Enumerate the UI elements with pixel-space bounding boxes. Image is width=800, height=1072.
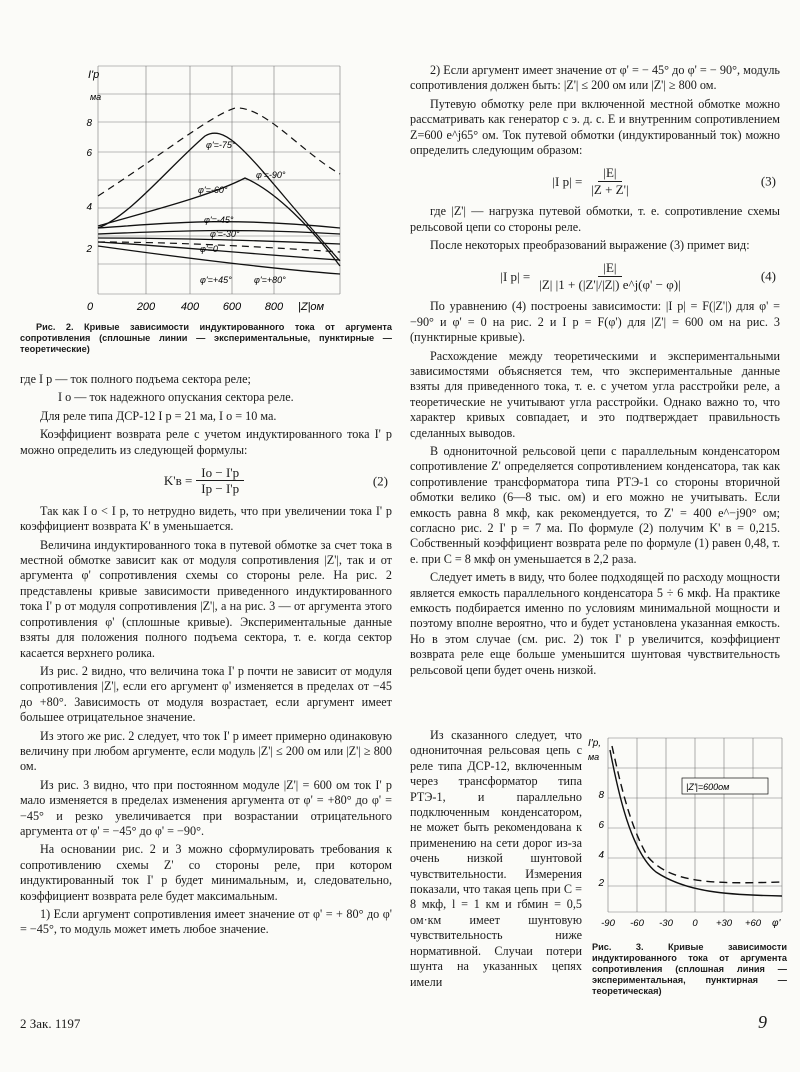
paragraph: Следует иметь в виду, что более подходящей по расходу мощности является емкость параллельного конденсатора 5 ÷ 6 мкф. На практике емкость подбирается именно по условиям минимальной мощности и поэтому вполне вероятно, что и будет установлена указанная емкость. Но в этом случае (см. рис. 2) ток I' р увеличится, коэффициент возврата реле еще больше уменьшится шунтовая чувствительность рельсовой цепи будет очень низкой. [410,570,780,677]
fig2-curve-label: φ'=-45° [204,215,234,225]
fig3-y-ticks [597,790,604,889]
equation-number: (4) [760,268,776,284]
fig3-curve-theoretical [612,746,782,883]
right-column [410,63,780,681]
equation-2 [20,465,392,497]
figure-3-chart [586,732,786,938]
paragraph: 1) Если аргумент сопротивления имеет значение от φ' = + 80° до φ' = −45°, то модуль может иметь любое значение. [20,907,392,937]
fig3-x-tick: 0 [692,918,698,929]
fig3-x-tick: -30 [659,918,673,929]
fig3-y-tick: 6 [598,820,604,831]
numerator: |E| [598,260,621,276]
numerator: Iо − I'р [196,465,244,481]
equation-lhs: K'в = [163,473,193,489]
paragraph: Для реле типа ДСР-12 I р = 21 ма, I о = 10 ма. [40,408,277,423]
fig2-x-tick: 400 [180,301,200,313]
fig3-legend: |Z'|=600ом [686,782,730,792]
fig2-curve-label: φ'=0 [200,244,218,254]
fraction [586,165,633,197]
equation-4 [410,260,780,292]
fig2-y-tick: 8 [86,118,92,129]
equation-number: (2) [372,473,388,489]
fig3-grid [608,738,782,912]
right-wrap-column [410,728,582,993]
fig3-y-label: I'р, [588,738,602,749]
fig3-x-tick: +60 [744,918,762,929]
fig3-y-tick: 2 [598,878,604,889]
paragraph: где |Z'| — нагрузка путевой обмотки, т. е. сопротивление схемы рельсовой цепи со стороны реле. [410,204,780,234]
fig2-y-label: I'р [88,69,100,81]
fig2-grid [98,66,340,294]
equation-number: (3) [760,173,776,189]
fig2-y-tick: 4 [86,202,92,213]
fig2-x-tick: 200 [136,301,156,313]
fig2-curve-labels [198,140,286,285]
equation-lhs: |I р| = [500,268,531,284]
paragraph: Из этого же рис. 2 следует, что ток I' р имеет примерно одинаковую величину при любом аргументе, если модуль |Z'| ≤ 200 ом или |Z'| ≥ 800 ом. [20,728,392,774]
denominator: |Z + Z'| [591,181,629,197]
fig2-curve-label: φ'=+80° [254,275,286,285]
paragraph: Величина индуктированного тока в путевой обмотке за счет тока в местной обмотке зависит как от модуля сопротивления |Z'|, так и от аргумента φ' сопротивления схемы со стороны реле. На рис. 2 представлены кривые зависимости приведенного индуктированного тока I' р от модуля сопротивления |Z'|, а на рис. 3 — от аргумента этого сопротивления φ' (сплошные кривые). Экспериментальные данные взяты для положения полного подъема сектора, т. е. когда сектор касается верхнего ролика. [20,537,392,660]
left-column [20,372,392,941]
paragraph: Из рис. 3 видно, что при постоянном модуле |Z'| = 600 ом ток I' р мало изменяется в пределах изменения аргумента от φ' = +80° до φ' = −45° и резко увеличивается при возрастании отрицательного аргумента от φ' = −45° до φ' = −90°. [20,777,392,838]
numerator: |E| [598,165,621,181]
figure-2-chart [40,56,370,318]
fig2-x-ticks [87,301,284,313]
fig3-curve-experimental [610,750,782,896]
fig2-curves [98,133,340,274]
paragraph: Путевую обмотку реле при включенной местной обмотке можно рассматривать как генератор с э. д. с. E и внутренним сопротивлением Z=600 e^j65° ом. Ток путевой обмотки (индуктированный ток) можно определить следующим образом: [410,96,780,158]
fig2-x-tick: 600 [222,301,242,313]
paragraph: После некоторых преобразований выражение (3) примет вид: [430,238,750,253]
fig3-y-tick: 8 [598,790,604,801]
fig3-x-ticks [601,918,762,929]
denominator: Iр − I'р [201,481,240,497]
paragraph: где I р — ток полного подъема сектора реле; [20,372,251,386]
fig2-curve-label: φ'=+45° [200,275,232,285]
fig2-curve-label: φ'=-75° [206,140,236,150]
fig2-y-ticks [85,118,92,255]
fraction [196,465,244,497]
fig3-x-tick: +30 [715,918,733,929]
fig2-x-label: |Z|ом [298,301,325,313]
fig2-curve-label: φ'=-90° [256,170,286,180]
fig3-y-unit: ма [588,752,600,762]
fig3-y-tick: 4 [598,850,604,861]
fraction [534,260,685,292]
fig2-y-tick: 2 [86,244,92,255]
paragraph: 2) Если аргумент имеет значение от φ' = − 45° до φ' = − 90°, модуль сопротивления должен быть: |Z'| ≤ 200 ом или |Z'| ≥ 800 ом. [410,63,780,93]
paragraph: Коэффициент возврата реле с учетом индуктированного тока I' р можно определить из следующей формулы: [20,427,392,457]
figure-2-caption: Рис. 2. Кривые зависимости индуктированного тока от аргумента сопротивления (сплошные линии — экспериментальные, пунктирные — теоретические) [20,322,392,354]
fig3-x-tick: -60 [630,918,644,929]
fig2-y-unit: ма [90,92,102,102]
paragraph: I о — ток надежного опускания сектора реле. [58,390,294,405]
paragraph: Расхождение между теоретическими и экспериментальными зависимостями объясняется тем, что экспериментальные данные взяты для приведенного тока, т. е. с учетом угла расстройки реле, а теоретические не учитывают угла расстройки. Однако важно то, что характер кривых совпадает, и это подтверждает правильность сделанных выводов. [410,348,780,440]
paragraph: Из сказанного следует, что однониточная рельсовая цепь с реле типа ДСР-12, включенным через трансформатор типа РТЭ-1, и параллельно подключенным конденсатором, не может быть рекомендована к применению на сети дорог из-за очень низкой шунтовой чувствительности. Измерения показали, что такая цепь при C = 8 мкф, l = 1 км и rбмин = 0,5 ом·км имеет шунтовую чувствительность ниже нормативной. Случаи потери шунта на указанных цепях имели [410,728,582,989]
page-number: 9 [758,1012,767,1032]
footer-order-number: 2 Зак. 1197 [20,1016,81,1031]
fig2-curve-label: φ'=-30° [210,229,240,239]
fig3-x-label: φ' [772,918,781,929]
paragraph: На основании рис. 2 и 3 можно сформулировать требования к сопротивлению схемы Z' со стороны реле, при котором индуктированный ток I' р будет минимальным, и, следовательно, коэффициент возврата реле будет максимальным. [20,842,392,903]
paragraph: В однониточной рельсовой цепи с параллельным конденсатором сопротивление Z' определяется сопротивлением конденсатора, так как сопротивление трансформатора типа РТЭ-1 со стороны вторичной обмотки велико (6—8 тыс. ом) и его можно не учитывать. Если емкость равна 8 мкф, как рекомендуется, то Z' = 400 e^−j90° ом; согласно рис. 2 I' р = 7 ма. По формуле (2) получим K' в = 0,215. Собственный коэффициент возврата реле по формуле (1) равен 0,48, т. е. при C = 8 мкф он уменьшается в 2,2 раза. [410,443,780,566]
denominator: |Z| |1 + (|Z'|/|Z|) e^j(φ' − φ)| [539,276,681,292]
paragraph: Так как I о < I р, то нетрудно видеть, что при увеличении тока I' р коэффициент возврата K' в уменьшается. [20,503,392,534]
figure-3-caption: Рис. 3. Кривые зависимости индуктированного тока от аргумента сопротивления (сплошная линия — экспериментальная, пунктирная — теоретическая) [592,942,787,996]
fig2-x-tick: 0 [86,301,94,313]
fig2-curve-label: φ'=-60° [198,185,228,195]
fig2-y-tick: 6 [86,148,92,159]
paragraph: Из рис. 2 видно, что величина тока I' р почти не зависит от модуля сопротивления |Z'|, если его аргумент φ' изменяется в пределах от −45 до +80°. Зависимость от модуля возрастает, если аргумент имеет большее отрицательное значение. [20,663,392,725]
fig3-x-tick: -90 [601,918,615,929]
fig2-x-tick: 800 [264,301,284,313]
paragraph: По уравнению (4) построены зависимости: |I р| = F(|Z'|) для φ' = −90° и φ' = 0 на рис. 2 и I р = F(φ') для |Z'| = 600 ом на рис. 3 (пунктирные кривые). [410,299,780,345]
equation-lhs: |I р| = [552,173,583,189]
equation-3 [410,165,780,197]
